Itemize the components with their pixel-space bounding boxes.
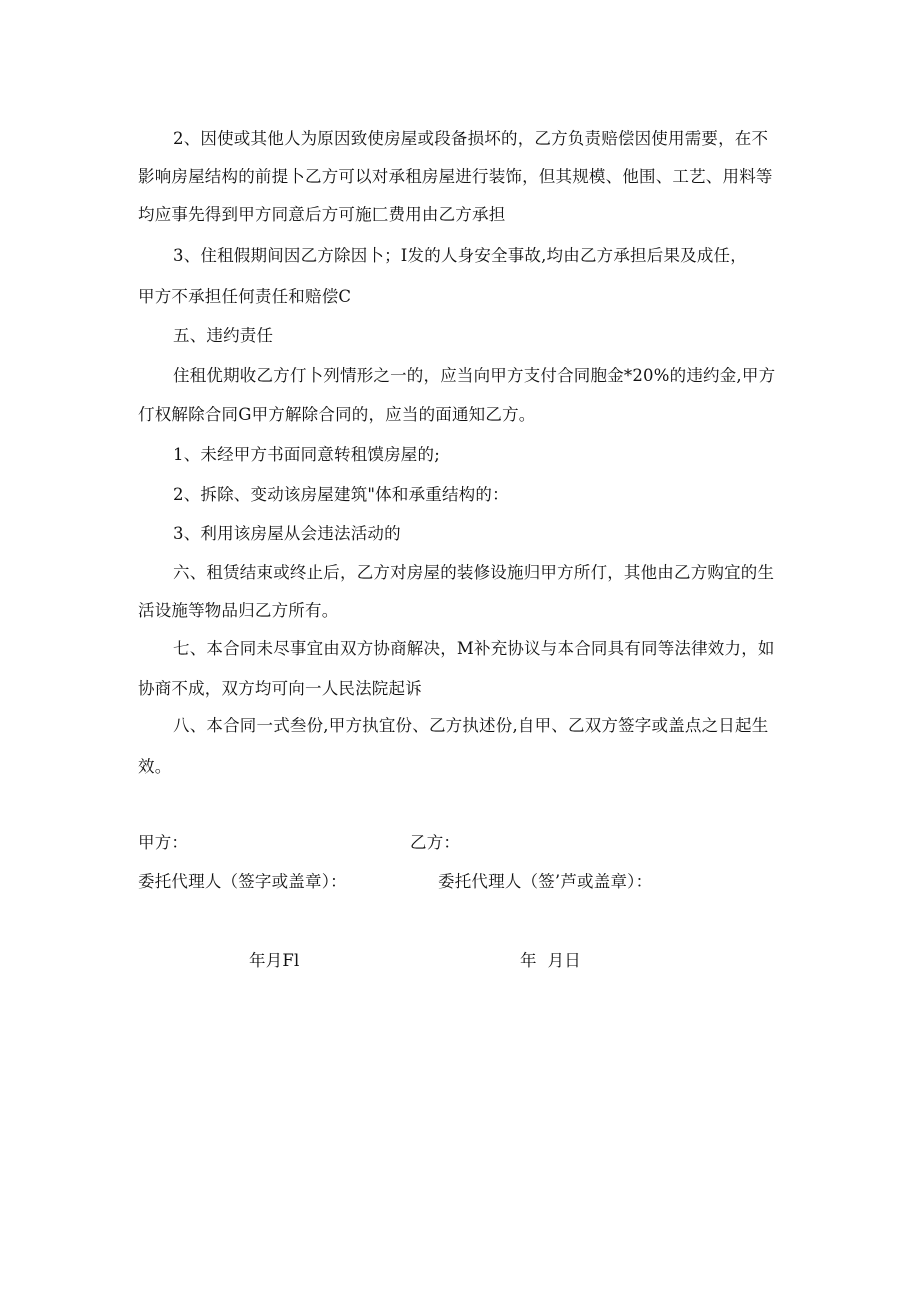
party-b-agent: 委托代理人（签’芦或盖章）：: [438, 872, 653, 891]
section-5-intro-line-2: 仃权解除合同G甲方解除合同的，应当的面通知乙方。: [138, 405, 536, 424]
section-8-line-1: 八、本合同一式叁份,甲方执宜份、乙方执述份,自甲、乙双方签字或盖点之日起生: [173, 716, 769, 735]
party-b-label: 乙方：: [410, 833, 461, 852]
section-5-title: 五、违约责任: [173, 326, 274, 345]
clause-2-line-2: 影响房屋结构的前提卜乙方可以对承租房屋进行装饰，但其规模、他围、工艺、用料等: [138, 167, 773, 186]
section-6-line-1: 六、租赁结束或终止后，乙方对房屋的装修设施归甲方所仃，其他由乙方购宜的生: [173, 563, 775, 582]
section-5-intro-line-1: 住租优期收乙方仃卜列情形之一的，应当向甲方支付合同胞金*20%的违约金,甲方: [173, 366, 776, 385]
clause-2-line-3: 均应事先得到甲方同意后方可施匚费用由乙方承担: [138, 205, 506, 224]
clause-3-line-2: 甲方不承担任何责任和赔偿C: [138, 287, 352, 306]
breach-item-1: 1、未经甲方书面同意转租馍房屋的;: [173, 445, 440, 464]
clause-2-line-1: 2、因使或其他人为原因致使房屋或段备损坏的，乙方负责赔偿因使用需要，在不: [173, 129, 769, 148]
section-7-line-1: 七、本合同未尽事宜由双方协商解决，M补充协议与本合同具有同等法律效力，如: [173, 639, 775, 658]
section-6-line-2: 活设施等物品归乙方所有。: [138, 601, 339, 620]
clause-3-line-1: 3、住租假期间因乙方除因卜；I发的人身安全事故,均由乙方承担后果及成任，: [173, 246, 747, 265]
party-b-date: 年 月日: [520, 951, 581, 970]
section-7-line-2: 协商不成，双方均可向一人民法院起诉: [138, 679, 422, 698]
breach-item-3: 3、利用该房屋从会违法活动的: [173, 524, 401, 543]
party-a-date: 年月Fl: [249, 951, 300, 970]
section-8-line-2: 效。: [138, 757, 172, 776]
breach-item-2: 2、拆除、变动该房屋建筑"体和承重结构的：: [173, 485, 509, 504]
party-a-agent: 委托代理人（签字或盖章）：: [138, 872, 347, 891]
party-a-label: 甲方：: [138, 833, 189, 852]
